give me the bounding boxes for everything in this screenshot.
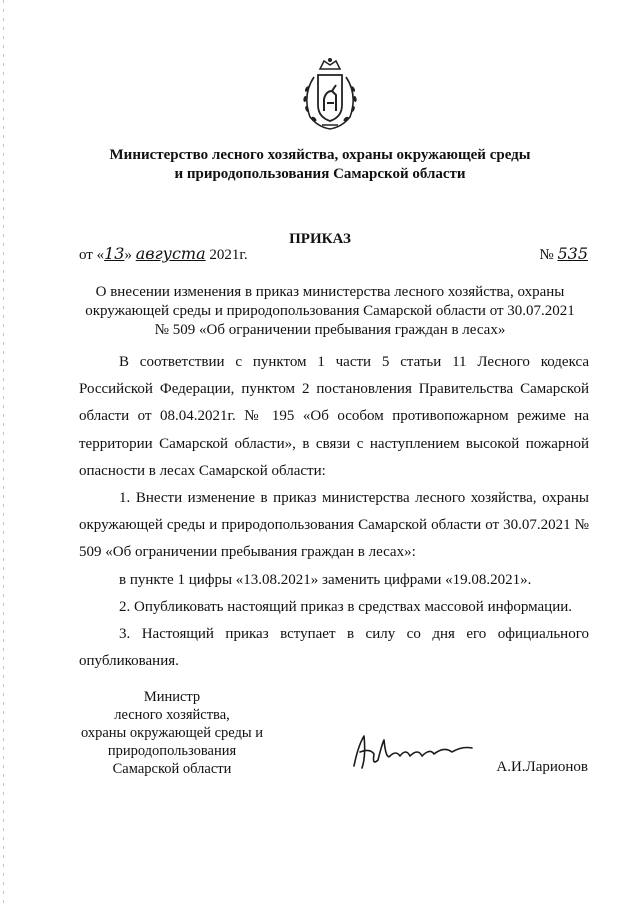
item-1-sub-paragraph: в пункте 1 цифры «13.08.2021» заменить цифрами «19.08.2021».	[119, 571, 532, 588]
signatory-title	[72, 688, 272, 778]
signatory-title-line-4: природопользования	[107, 743, 237, 759]
scan-edge	[3, 0, 4, 905]
date-year: 2021г.	[205, 247, 248, 263]
date-day: 13	[104, 244, 125, 263]
number-prefix: №	[539, 247, 558, 263]
date-mid: »	[124, 247, 136, 263]
signatory-title-line-2: лесного хозяйства,	[114, 707, 230, 723]
number-value: 535	[557, 244, 588, 263]
order-number	[539, 244, 588, 264]
preamble-paragraph: В соответствии с пунктом 1 части 5 статьи 11 Лесного кодекса Российской Федерации, пунктом 2 постановления Правительства Самарской области от 08.04.2021г. № 195 «Об особом противопожарном режиме на территории Самарской области», в связи с наступлением высокой пожарной опасности в лесах Самарской области:	[79, 354, 589, 479]
signatory-name: А.И.Ларионов	[496, 759, 588, 775]
subject-line-2: окружающей среды и природопользования Самарской области от 30.07.2021	[85, 303, 575, 319]
order-date	[79, 244, 248, 264]
ministry-line-2: и природопользования Самарской области	[174, 166, 466, 182]
ministry-line-1: Министерство лесного хозяйства, охраны окружающей среды	[109, 147, 531, 163]
subject-line-3: № 509 «Об ограничении пребывания граждан в лесах»	[154, 322, 506, 338]
item-1-paragraph: 1. Внести изменение в приказ министерства лесного хозяйства, охраны окружающей среды и природопользования Самарской области от 30.07.2021 № 509 «Об ограничении пребывания граждан в лесах»:	[79, 490, 589, 561]
order-body	[79, 349, 589, 675]
handwritten-signature	[348, 726, 478, 774]
date-prefix: от «	[79, 247, 105, 263]
order-subject	[60, 283, 600, 340]
item-2-paragraph: 2. Опубликовать настоящий приказ в средствах массовой информации.	[119, 598, 573, 615]
signatory-title-line-1: Министр	[143, 689, 201, 705]
samara-coat-of-arms-icon	[296, 55, 364, 133]
ministry-header	[0, 146, 640, 184]
signatory-title-line-5: Самарской области	[112, 761, 232, 777]
order-title: ПРИКАЗ	[289, 231, 351, 247]
signatory-title-line-3: охраны окружающей среды и	[80, 725, 264, 741]
subject-line-1: О внесении изменения в приказ министерства лесного хозяйства, охраны	[95, 284, 565, 300]
item-3-paragraph: 3. Настоящий приказ вступает в силу со дня его официального опубликования.	[79, 626, 589, 670]
date-month: августа	[135, 244, 206, 263]
